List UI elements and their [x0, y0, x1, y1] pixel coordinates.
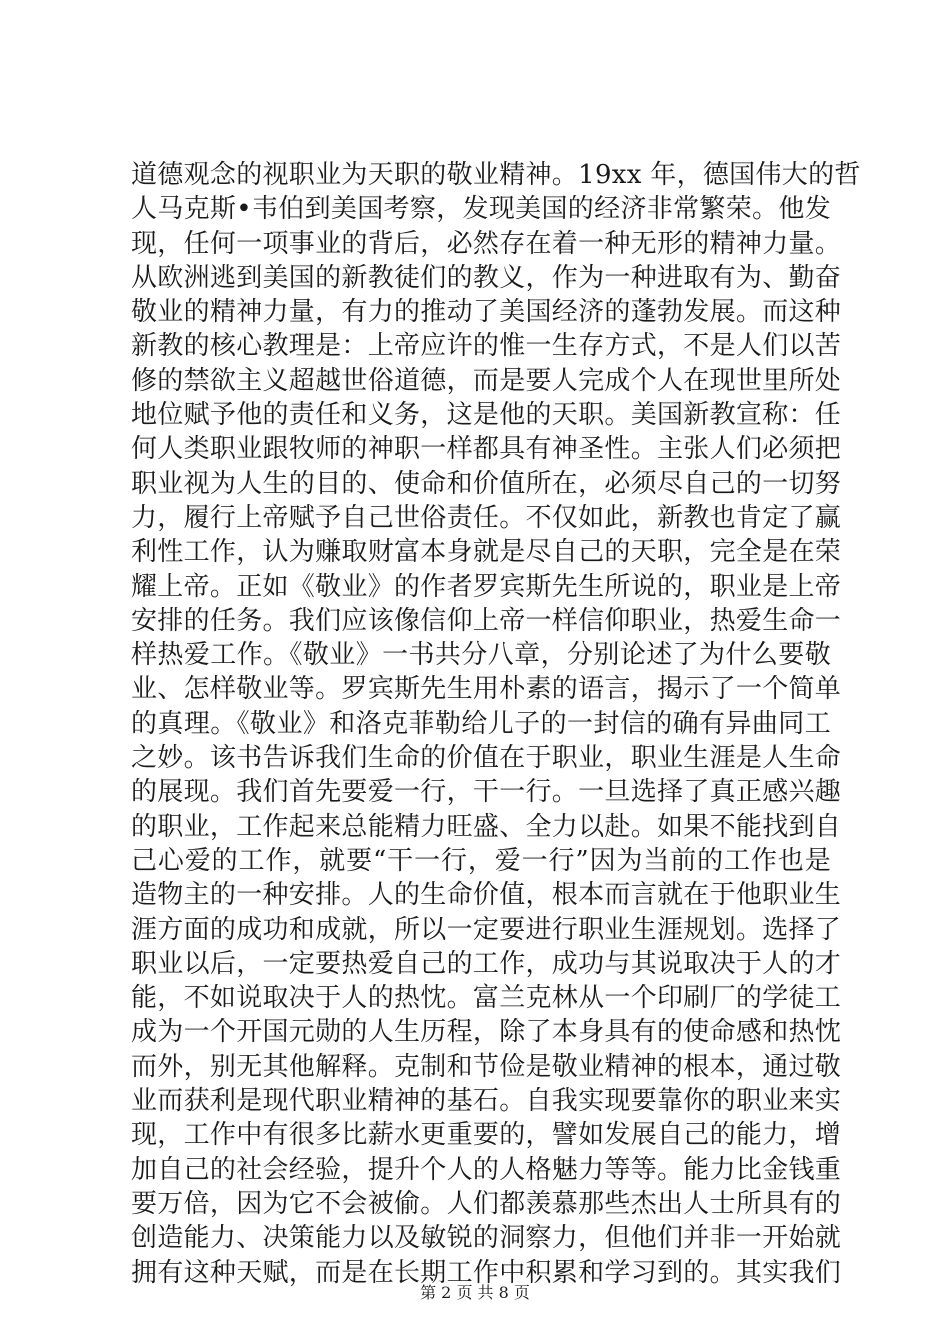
body-paragraph [131, 158, 861, 1290]
text-line: 何人类职业跟牧师的神职一样都具有神圣性。主张人们必须把 [131, 434, 842, 465]
text-line: 从欧洲逃到美国的新教徒们的教义，作为一种进取有为、勤奋 [131, 262, 842, 293]
text-line: 成为一个开国元勋的人生历程，除了本身具有的使命感和热忱 [131, 1017, 842, 1048]
text-line: 职业以后，一定要热爱自己的工作，成功与其说取决于人的才 [131, 948, 842, 979]
text-line: 道德观念的视职业为天职的敬业精神。19xx 年，德国伟大的哲 [131, 160, 861, 190]
text-line: 样热爱工作。《敬业》一书共分八章，分别论述了为什么要敬 [131, 640, 831, 671]
text-line: 安排的任务。我们应该像信仰上帝一样信仰职业，热爱生命一 [131, 605, 842, 636]
text-line: 创造能力、决策能力以及敏锐的洞察力，但他们并非一开始就 [131, 1223, 842, 1254]
page-footer: 第 2 页 共 8 页 [420, 1283, 530, 1302]
text-line: 力，履行上帝赋予自己世俗责任。不仅如此，新教也肯定了赢 [131, 502, 842, 533]
text-line: 利性工作，认为赚取财富本身就是尽自己的天职，完全是在荣 [131, 537, 842, 568]
text-line: 要万倍，因为它不会被偷。人们都羡慕那些杰出人士所具有的 [131, 1188, 842, 1219]
text-line: 新教的核心教理是：上帝应许的惟一生存方式，不是人们以苦 [131, 331, 842, 362]
text-line: 造物主的一种安排。人的生命价值，根本而言就在于他职业生 [131, 880, 842, 911]
text-line: 的展现。我们首先要爱一行，干一行。一旦选择了真正感兴趣 [131, 777, 842, 808]
text-line: 拥有这种天赋，而是在长期工作中积累和学习到的。其实我们 [131, 1257, 842, 1288]
text-line: 之妙。该书告诉我们生命的价值在于职业，职业生涯是人生命 [131, 743, 842, 774]
text-line: 的真理。《敬业》和洛克菲勒给儿子的一封信的确有异曲同工 [131, 708, 831, 739]
text-line: 己心爱的工作，就要“干一行，爱一行”因为当前的工作也是 [131, 845, 831, 876]
text-line: 业而获利是现代职业精神的基石。自我实现要靠你的职业来实 [131, 1086, 842, 1117]
text-line: 人马克斯•韦伯到美国考察，发现美国的经济非常繁荣。他发 [131, 194, 831, 225]
text-line: 现，工作中有很多比薪水更重要的，譬如发展自己的能力，增 [131, 1120, 842, 1151]
text-line: 职业视为人生的目的、使命和价值所在，必须尽自己的一切努 [131, 468, 842, 499]
text-line: 的职业，工作起来总能精力旺盛、全力以赴。如果不能找到自 [131, 811, 842, 842]
text-line: 能，不如说取决于人的热忱。富兰克林从一个印刷厂的学徒工 [131, 983, 842, 1014]
text-line: 敬业的精神力量，有力的推动了美国经济的蓬勃发展。而这种 [131, 297, 842, 328]
text-line: 加自己的社会经验，提升个人的人格魅力等等。能力比金钱重 [131, 1154, 842, 1185]
text-line: 耀上帝。正如《敬业》的作者罗宾斯先生所说的，职业是上帝 [131, 571, 842, 602]
text-line: 修的禁欲主义超越世俗道德，而是要人完成个人在现世里所处 [131, 365, 842, 396]
text-line: 地位赋予他的责任和义务，这是他的天职。美国新教宣称：任 [131, 400, 842, 431]
text-line: 业、怎样敬业等。罗宾斯先生用朴素的语言，揭示了一个简单 [131, 674, 842, 705]
text-line: 现，任何一项事业的背后，必然存在着一种无形的精神力量。 [131, 228, 842, 259]
text-line: 而外，别无其他解释。克制和节俭是敬业精神的根本，通过敬 [131, 1051, 842, 1082]
text-line: 涯方面的成功和成就，所以一定要进行职业生涯规划。选择了 [131, 914, 842, 945]
